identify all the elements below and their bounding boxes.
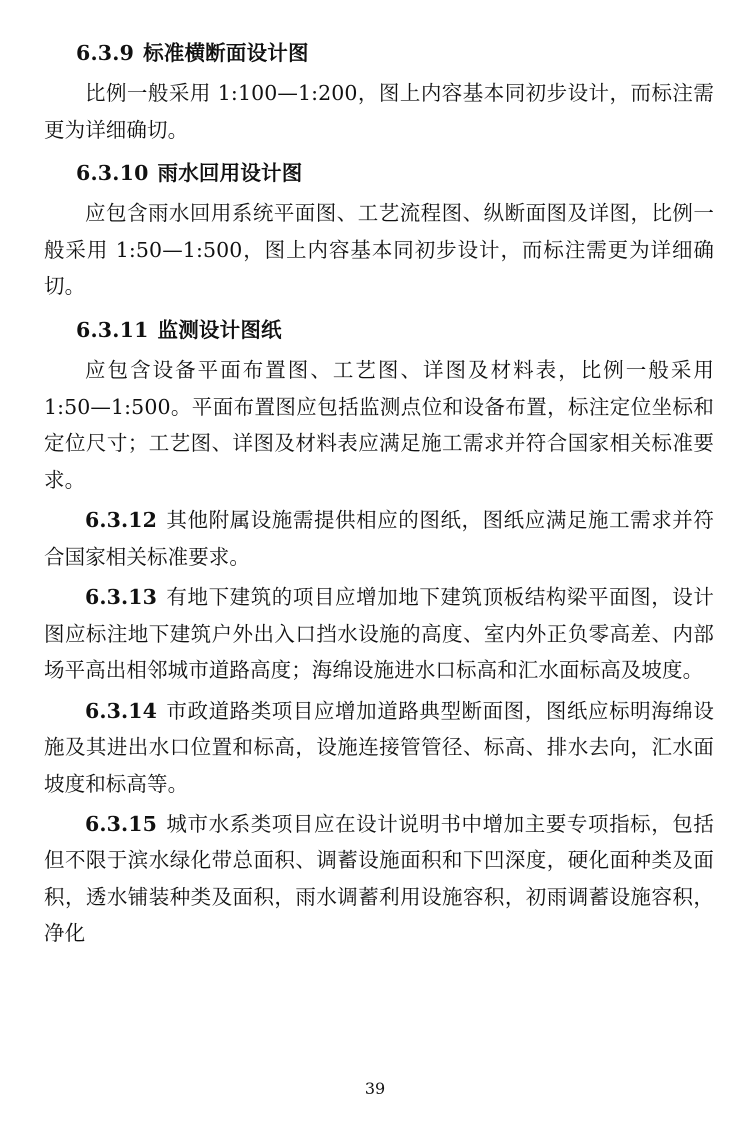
paragraph-6-3-12	[44, 502, 714, 575]
section-heading-6-3-11	[44, 313, 714, 348]
paragraph-6-3-13	[44, 579, 714, 688]
paragraph-6-3-15	[44, 806, 714, 952]
section-number: 6.3.15	[85, 811, 157, 836]
paragraph-text: 市政道路类项目应增加道路典型断面图，图纸应标明海绵设施及其进出水口位置和标高，设施连接管管径、标高、排水去向，汇水面坡度和标高等。	[44, 698, 714, 796]
section-number: 6.3.12	[85, 508, 157, 533]
section-title: 标准横断面设计图	[143, 41, 309, 65]
paragraph-text: 其他附属设施需提供相应的图纸，图纸应满足施工需求并符合国家相关标准要求。	[44, 508, 714, 569]
section-heading-6-3-9	[44, 36, 714, 71]
paragraph-6-3-10: 应包含雨水回用系统平面图、工艺流程图、纵断面图及详图，比例一般采用 1:50—1:500，图上内容基本同初步设计，而标注需更为详细确切。	[44, 201, 714, 299]
section-number: 6.3.11	[76, 317, 149, 342]
paragraph-text: 有地下建筑的项目应增加地下建筑顶板结构梁平面图，设计图应标注地下建筑户外出入口挡水设施的高度、室内外正负零高差、内部场平高出相邻城市道路高度；海绵设施进水口标高和汇水面标高及坡度。	[44, 585, 714, 683]
section-number: 6.3.9	[76, 41, 135, 65]
paragraph-6-3-14	[44, 693, 714, 802]
section-title: 监测设计图纸	[157, 317, 282, 342]
paragraph-6-3-11: 应包含设备平面布置图、工艺图、详图及材料表，比例一般采用 1:50—1:500。平面布置图应包括监测点位和设备布置，标注定位坐标和定位尺寸；工艺图、详图及材料表应满足施工需求并符合国家相关标准要求。	[44, 358, 714, 492]
section-heading-6-3-10	[44, 156, 714, 191]
section-number: 6.3.14	[85, 698, 157, 723]
page-number: 39	[364, 1079, 386, 1098]
paragraph-6-3-9: 比例一般采用 1:100—1:200，图上内容基本同初步设计，而标注需更为详细确切。	[44, 81, 714, 142]
section-number: 6.3.13	[85, 585, 157, 610]
section-number: 6.3.10	[76, 161, 149, 186]
paragraph-text: 城市水系类项目应在设计说明书中增加主要专项指标，包括但不限于滨水绿化带总面积、调蓄设施面积和下凹深度，硬化面种类及面积，透水铺装种类及面积，雨水调蓄利用设施容积，初雨调蓄设施容积，净化	[44, 811, 714, 946]
section-title: 雨水回用设计图	[157, 161, 303, 186]
